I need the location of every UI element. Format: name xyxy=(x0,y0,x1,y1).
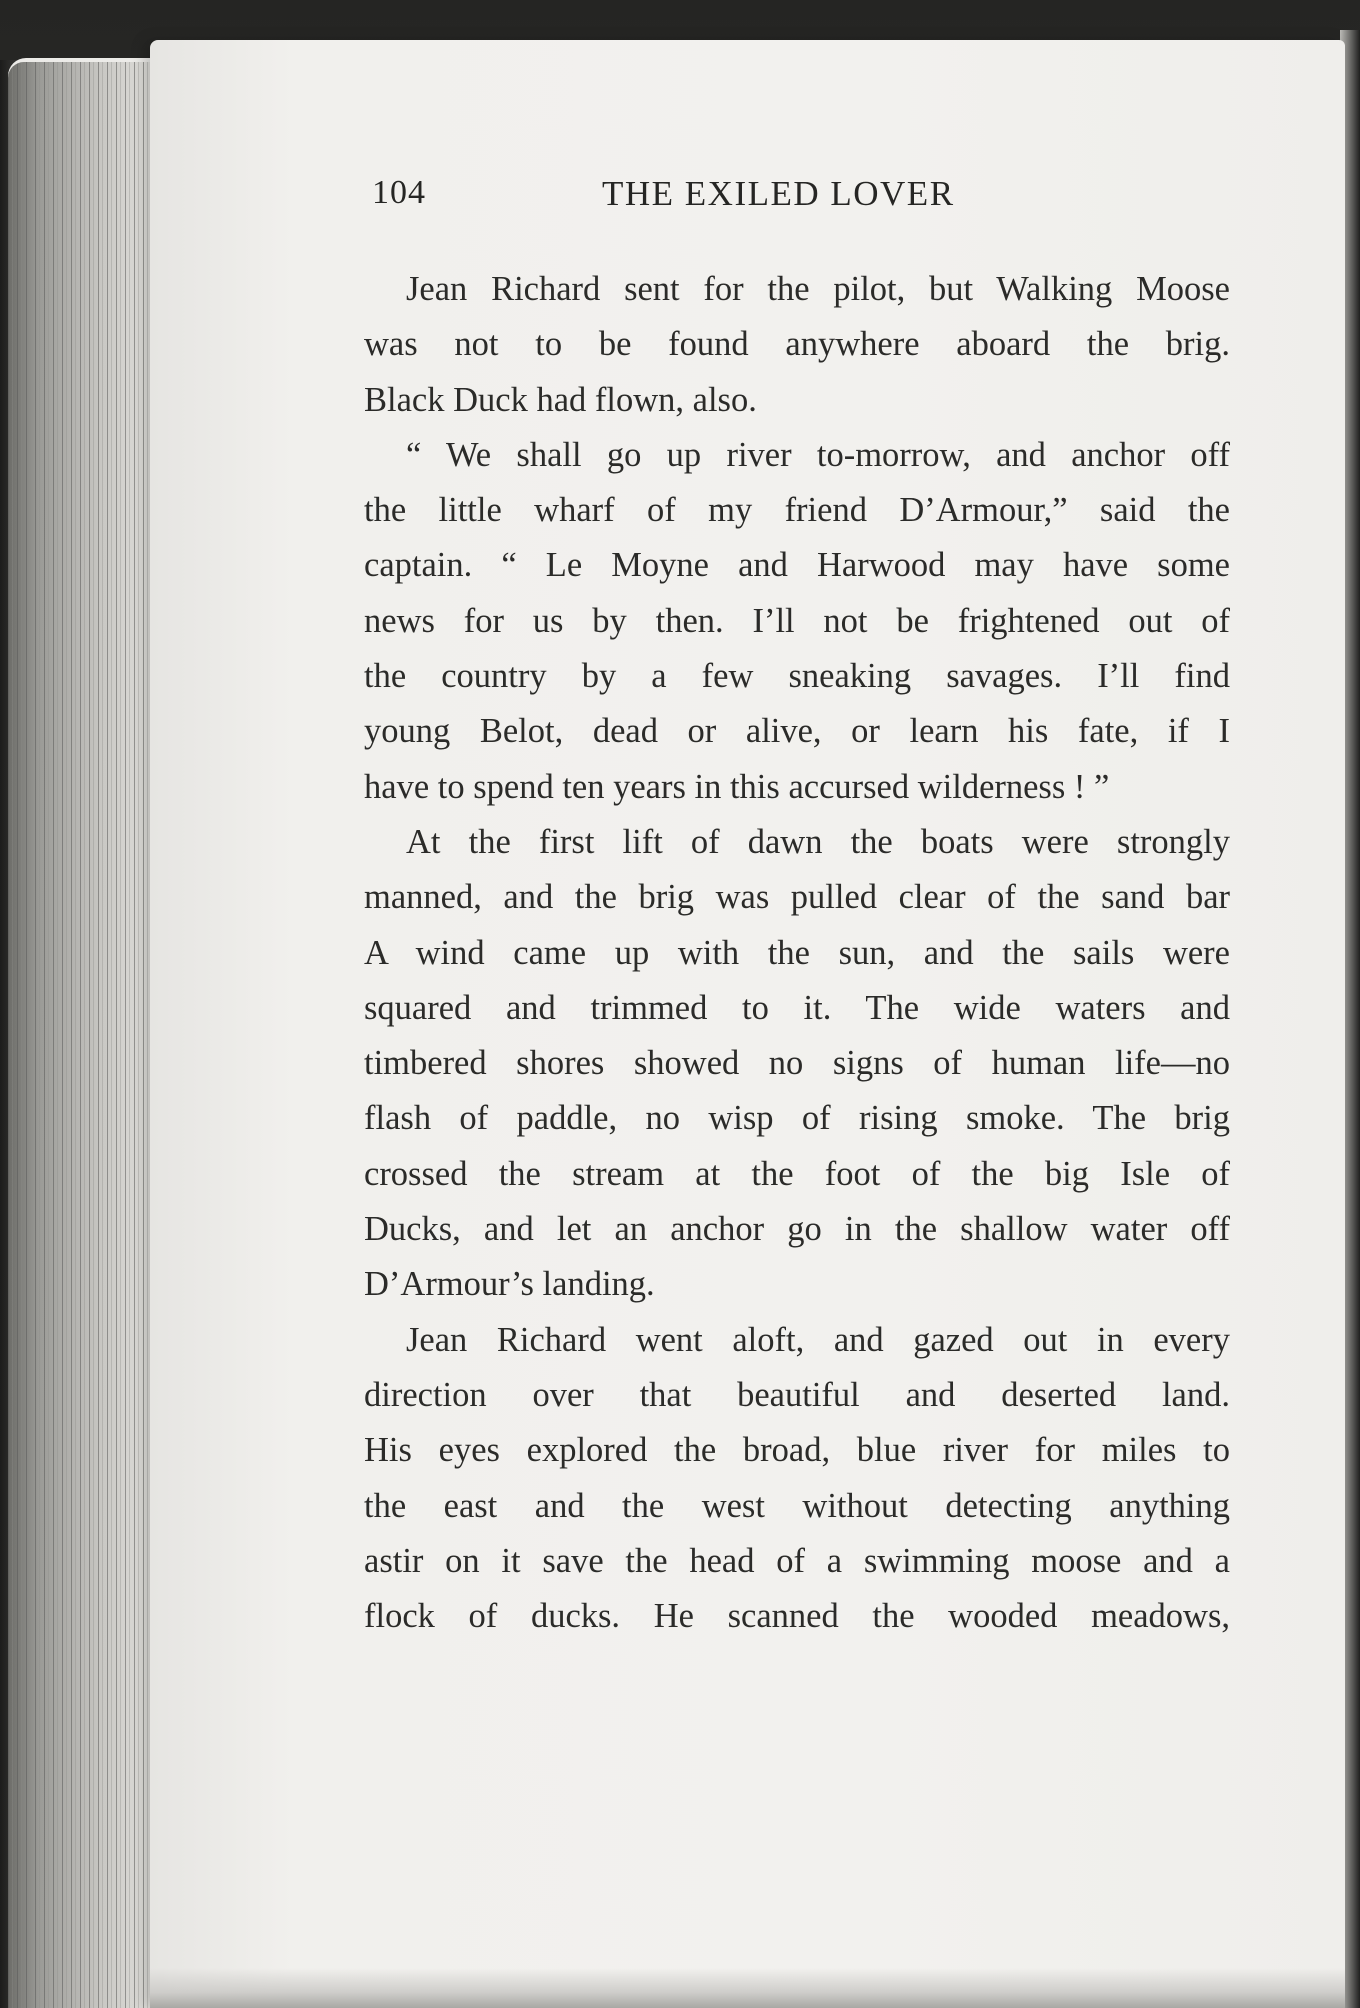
text-line: crossed the stream at the foot of the big Isle of xyxy=(364,1154,1230,1193)
body-text xyxy=(364,262,1230,1644)
text-line: captain. “ Le Moyne and Harwood may have some xyxy=(364,546,1230,585)
text-line: the east and the west without detecting anything xyxy=(364,1486,1230,1525)
text-line: “ We shall go up river to-morrow, and anchor off xyxy=(406,435,1230,474)
text-line: young Belot, dead or alive, or learn his fate, if I xyxy=(364,712,1230,751)
text-line: His eyes explored the broad, blue river for miles to xyxy=(364,1431,1230,1470)
text-line: have to spend ten years in this accursed wilderness ! ” xyxy=(364,767,1110,806)
text-line: the country by a few sneaking savages. I’ll find xyxy=(364,657,1230,696)
running-head xyxy=(372,170,1012,230)
page-header-title: THE EXILED LOVER xyxy=(602,174,955,213)
text-line: news for us by then. I’ll not be frightened out of xyxy=(364,601,1230,640)
text-line: Jean Richard went aloft, and gazed out in every xyxy=(406,1320,1230,1359)
text-line: manned, and the brig was pulled clear of the sand bar xyxy=(364,878,1230,917)
text-line: was not to be found anywhere aboard the brig. xyxy=(364,325,1230,364)
page-number: 104 xyxy=(372,174,426,211)
text-line: Jean Richard sent for the pilot, but Walking Moose xyxy=(406,270,1230,308)
text-line: the little wharf of my friend D’Armour,” said the xyxy=(364,491,1230,530)
text-line: A wind came up with the sun, and the sails were xyxy=(364,933,1230,972)
text-line: At the first lift of dawn the boats were strongly xyxy=(406,822,1230,861)
text-line: flock of ducks. He scanned the wooded meadows, xyxy=(364,1597,1230,1636)
text-line: direction over that beautiful and deserted land. xyxy=(364,1375,1230,1414)
text-line: astir on it save the head of a swimming moose and a xyxy=(364,1541,1230,1580)
text-line: flash of paddle, no wisp of rising smoke. The brig xyxy=(364,1099,1230,1138)
text-line: timbered shores showed no signs of human life—no xyxy=(364,1044,1230,1083)
text-line: D’Armour’s landing. xyxy=(364,1265,655,1304)
text-line: Black Duck had flown, also. xyxy=(364,380,757,419)
text-line: Ducks, and let an anchor go in the shallow water off xyxy=(364,1210,1230,1249)
text-line: squared and trimmed to it. The wide waters and xyxy=(364,988,1230,1027)
bottom-page-edge xyxy=(150,1968,1345,2008)
